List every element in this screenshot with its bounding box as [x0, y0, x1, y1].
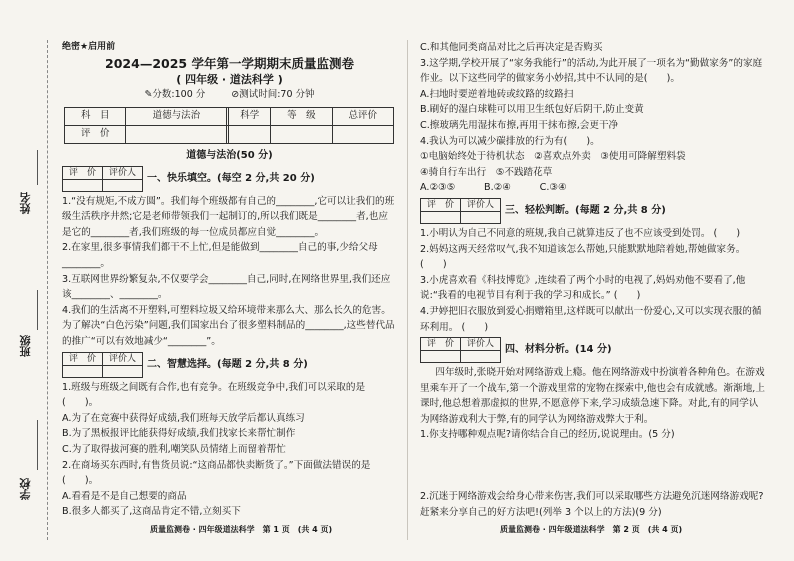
option-1b: B.为了黑板报评比能获得好成绩,我们找家长来帮忙制作 [62, 428, 296, 440]
cut-line [47, 40, 48, 540]
exam-meta [62, 87, 397, 103]
score-cell-subject: 科 目 [65, 107, 126, 125]
section-1-heading: 一、快乐填空。(每空 2 分,共 20 分) [147, 172, 315, 184]
exam-subtitle: ( 四年级 · 道法科学 ) [176, 72, 283, 86]
school-label: 学校 [19, 478, 32, 500]
section-title-ethics: 道德与法治(50 分) [186, 149, 273, 161]
score-table [64, 107, 394, 144]
score-cell-eval: 评 价 [65, 125, 126, 143]
question-fill-2: 2.在家里,很多事情我们都干不上忙,但是能做到________自己的事,少给父母________。 [62, 242, 378, 269]
section-4-header [420, 337, 765, 363]
judge-3: 3.小虎喜欢看《科技博览》,连续看了两个小时的电视了,妈妈劝他不要看了,他说:“我看的电视节目有利于我的学习和成长。” ( ) [420, 274, 746, 302]
grader-box: 评 价 评价人 [62, 166, 143, 192]
grader-box: 评 价 评价人 [62, 352, 143, 378]
time-info: ⊘测试时间:70 分钟 [231, 88, 315, 100]
score-cell-science: 科学 [229, 107, 271, 125]
question-choice-2: 2.在商场买东西时,有售货员说:“这商品都快卖断货了。”下面做法错误的是( )。 [62, 459, 371, 487]
question-choice-1: 1.班级与班级之间既有合作,也有竞争。在班级竞争中,我们可以采取的是( )。 [62, 381, 366, 409]
option-3c: C.擦玻璃先用湿抹布擦,再用干抹布擦,会更干净 [420, 119, 619, 131]
page-2 [420, 40, 765, 520]
option-2c: C.和其他同类商品对比之后再决定是否购买 [420, 42, 603, 53]
judge-1: 1.小明认为自己不同意的班规,我自己就算违反了也不应该受到处罚。 ( ) [420, 227, 741, 239]
footer-page-1: 质量监测卷 · 四年级道法科学 第 1 页 (共 4 页) [150, 525, 333, 534]
school-line [37, 420, 38, 470]
material-passage: 四年级时,张晓开始对网络游戏上瘾。他在网络游戏中扮演着各种角色。在游戏里乘车开了一个战车,第一个游戏里常的宠物在探索中,他也会有成就感。渐渐地,上课时,他总想着那虚拟的世界,不愿意停下来,学习成绩急速下降。对此,有的同学认为网络游戏利大于弊,有的同学认为网络游戏弊大于利。 [420, 367, 765, 425]
section-1-header [62, 166, 397, 192]
section-2-header [62, 352, 397, 378]
answer-space-1[interactable] [420, 443, 765, 489]
section-4-heading: 四、材料分析。(14 分) [505, 344, 612, 356]
name-line [37, 150, 38, 185]
footer-page-2: 质量监测卷 · 四年级道法科学 第 2 页 (共 4 页) [500, 525, 683, 534]
question-choice-4: 4.我认为可以减少碳排放的行为有( )。 [420, 135, 600, 147]
score-info: ✎分数:100 分 [144, 88, 206, 100]
option-1c: C.为了取得拔河赛的胜利,嘲笑队员情绪上而留着帮忙 [62, 443, 286, 455]
page-1 [62, 40, 397, 520]
option-3b: B.刷好的湿白球鞋可以用卫生纸包好后阴干,防止变黄 [420, 104, 644, 116]
analysis-question-2: 2.沉迷于网络游戏会给身心带来伤害,我们可以采取哪些方法避免沉迷网络游戏呢?赶紧来分享自己的好方法吧!(列举 3 个以上的方法)(9 分) [420, 491, 764, 518]
judge-2: 2.妈妈这两天经常叹气,我不知道该怎么帮她,只能默默地陪着她,帮她做家务。 ( ) [420, 243, 746, 271]
score-cell-grade: 等 级 [271, 107, 332, 125]
binding-margin [0, 0, 60, 561]
score-cell-total: 总评价 [332, 107, 393, 125]
analysis-question-1: 1.你支持哪种观点呢?请你结合自己的经历,说说理由。(5 分) [420, 429, 675, 441]
question-fill-4: 4.我们的生活离不开塑料,可塑料垃圾又给环境带来那么大、那么长久的危害。为了解决“白色污染”问题,我们国家出台了很多塑料制品的________,这些替代品的推广“可以有效地减少“________”。 [62, 304, 395, 347]
option-4-items: ①电脑始终处于待机状态 ②喜欢点外卖 ③使用可降解塑料袋 [420, 151, 686, 163]
score-cell-ethics: 道德与法治 [126, 107, 227, 125]
question-choice-3: 3.这学期,学校开展了“家务我能行”的活动,为此开展了一项名为“勤做家务”的家庭作业。以下这些同学的做家务小妙招,其中不认同的是( )。 [420, 57, 763, 85]
class-line [37, 290, 38, 330]
section-2-heading: 二、智慧选择。(每题 2 分,共 8 分) [147, 358, 308, 370]
exam-title: 2024—2025 学年第一学期期末质量监测卷 [105, 55, 354, 71]
option-4-answers: A.②③⑤ B.②④ C.③④ [420, 182, 567, 194]
question-fill-3: 3.互联网世界纷繁复杂,不仅要学会________自己,同时,在网络世界里,我们还应该________、________。 [62, 273, 391, 301]
option-1a: A.为了在竞赛中获得好成绩,我们班每天放学后都认真练习 [62, 412, 305, 424]
option-3a: A.扫地时要逆着地砖或纹路的纹路扫 [420, 88, 574, 100]
option-2b: B.很多人都买了,这商品肯定不错,立刻买下 [62, 506, 241, 518]
judge-4: 4.尹婷把旧衣服放到爱心捐赠箱里,这样既可以献出一份爱心,又可以实现衣服的循环利用。 ( ) [420, 305, 762, 333]
class-label: 班级 [19, 335, 32, 357]
option-2a: A.看看是不是自己想要的商品 [62, 490, 187, 502]
grader-box: 评 价 评价人 [420, 198, 501, 224]
option-4-items-2: ④骑自行车出行 ⑤不践踏花草 [420, 166, 553, 178]
page-fold [407, 40, 408, 540]
section-3-header [420, 198, 765, 224]
clock-icon: ⊘ [231, 88, 240, 100]
grader-box: 评 价 评价人 [420, 337, 501, 363]
pen-icon: ✎ [144, 88, 153, 100]
name-label: 姓名 [19, 192, 32, 214]
question-fill-1: 1.“没有规矩,不成方圆”。我们每个班级都有自己的________,它可以让我们的班级生活秩序井然;它是老师带领我们一起制订的,所以我们既是________者,也应是它的________者,我们班级的每一位成员都应自觉________。 [62, 195, 395, 238]
confidential-mark: 绝密★启用前 [62, 42, 116, 52]
section-3-heading: 三、轻松判断。(每题 2 分,共 8 分) [505, 205, 666, 217]
